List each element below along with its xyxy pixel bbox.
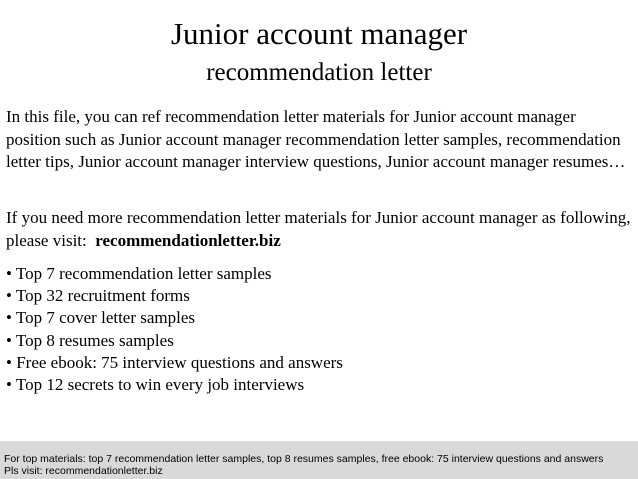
page-subtitle: recommendation letter	[206, 59, 432, 86]
materials-list	[6, 263, 634, 396]
more-paragraph	[6, 207, 634, 252]
list-item: • Top 8 resumes samples	[6, 330, 174, 350]
footer-line-1: For top materials: top 7 recommendation letter samples, top 8 resumes samples, free ebook: 75 interview questions and answers	[4, 453, 604, 465]
footer-line-2: Pls visit: recommendationletter.biz	[4, 465, 163, 477]
intro-paragraph: In this file, you can ref recommendation letter materials for Junior account manager position such as Junior account manager recommendation letter samples, recommendation letter tips, Junior account manager interview questions, Junior account manager resumes…	[6, 107, 626, 171]
list-item: • Top 7 recommendation letter samples	[6, 264, 272, 283]
list-item: • Top 32 recruitment forms	[6, 286, 190, 306]
footer-bar	[0, 441, 638, 479]
list-item: • Free ebook: 75 interview questions and answers	[6, 352, 343, 372]
list-item: • Top 12 secrets to win every job interviews	[6, 375, 305, 395]
page-title: Junior account manager	[170, 16, 468, 51]
more-text: If you need more recommendation letter materials for Junior account manager as following, please visit:	[6, 208, 631, 250]
list-item: • Top 7 cover letter samples	[6, 308, 196, 328]
website-link[interactable]: recommendationletter.biz	[95, 230, 281, 250]
